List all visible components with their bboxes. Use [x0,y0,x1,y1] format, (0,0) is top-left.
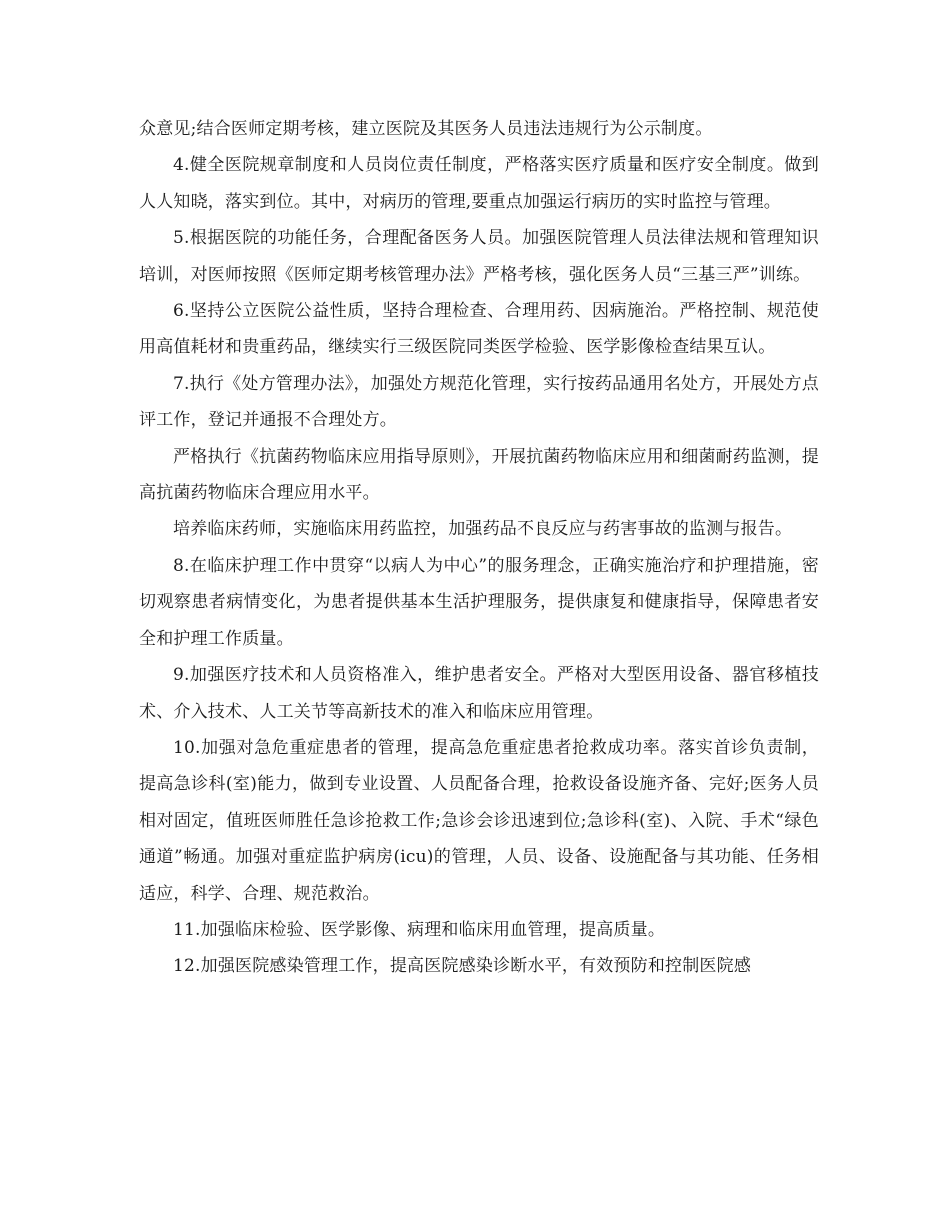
paragraph-clinical-pharmacist: 培养临床药师，实施临床用药监控，加强药品不良反应与药害事故的监测与报告。 [173,519,793,540]
paragraph-item-8: 8.在临床护理工作中贯穿“以病人为中心”的服务理念，正确实施治疗和护理措施，密切观察患者病情变化，为患者提供基本生活护理服务，提供康复和健康指导，保障患者安全和护理工作质量。 [139,555,819,649]
paragraph-item-5: 5.根据医院的功能任务，合理配备医务人员。加强医院管理人员法律法规和管理知识培训，对医师按照《医师定期考核管理办法》严格考核，强化医务人员“三基三严”训练。 [139,228,819,285]
paragraph-item-6: 6.坚持公立医院公益性质，坚持合理检查、合理用药、因病施治。严格控制、规范使用高值耗材和贵重药品，继续实行三级医院同类医学检验、医学影像检查结果互认。 [139,301,819,358]
paragraph-item-4: 4.健全医院规章制度和人员岗位责任制度，严格落实医疗质量和医疗安全制度。做到人人知晓，落实到位。其中，对病历的管理,要重点加强运行病历的实时监控与管理。 [139,155,819,212]
paragraph-item-12: 12.加强医院感染管理工作，提高医院感染诊断水平，有效预防和控制医院感 [173,956,752,977]
paragraph-item-11: 11.加强临床检验、医学影像、病理和临床用血管理，提高质量。 [173,919,666,940]
paragraph-item-7: 7.执行《处方管理办法》，加强处方规范化管理，实行按药品通用名处方，开展处方点评工作，登记并通报不合理处方。 [139,373,819,431]
paragraph-item-10: 10.加强对急危重症患者的管理，提高急危重症患者抢救成功率。落实首诊负责制，提高急诊科(室)能力，做到专业设置、人员配备合理，抢救设备设施齐备、完好;医务人员相对固定，值班医师胜任急诊抢救工作;急诊会诊迅速到位;急诊科(室)、入院、手术“绿色通道”畅通。加强对重症监护病房(icu)的管理，人员、设备、设施配备与其功能、任务相适应，科学、合理、规范救治。 [139,737,819,904]
paragraph-antibiotics: 严格执行《抗菌药物临床应用指导原则》，开展抗菌药物临床应用和细菌耐药监测，提高抗菌药物临床合理应用水平。 [139,446,819,504]
document-body [139,111,819,985]
paragraph-item-9: 9.加强医疗技术和人员资格准入，维护患者安全。严格对大型医用设备、器官移植技术、介入技术、人工关节等高新技术的准入和临床应用管理。 [139,665,819,722]
paragraph-continuation: 众意见;结合医师定期考核，建立医院及其医务人员违法违规行为公示制度。 [139,119,713,139]
